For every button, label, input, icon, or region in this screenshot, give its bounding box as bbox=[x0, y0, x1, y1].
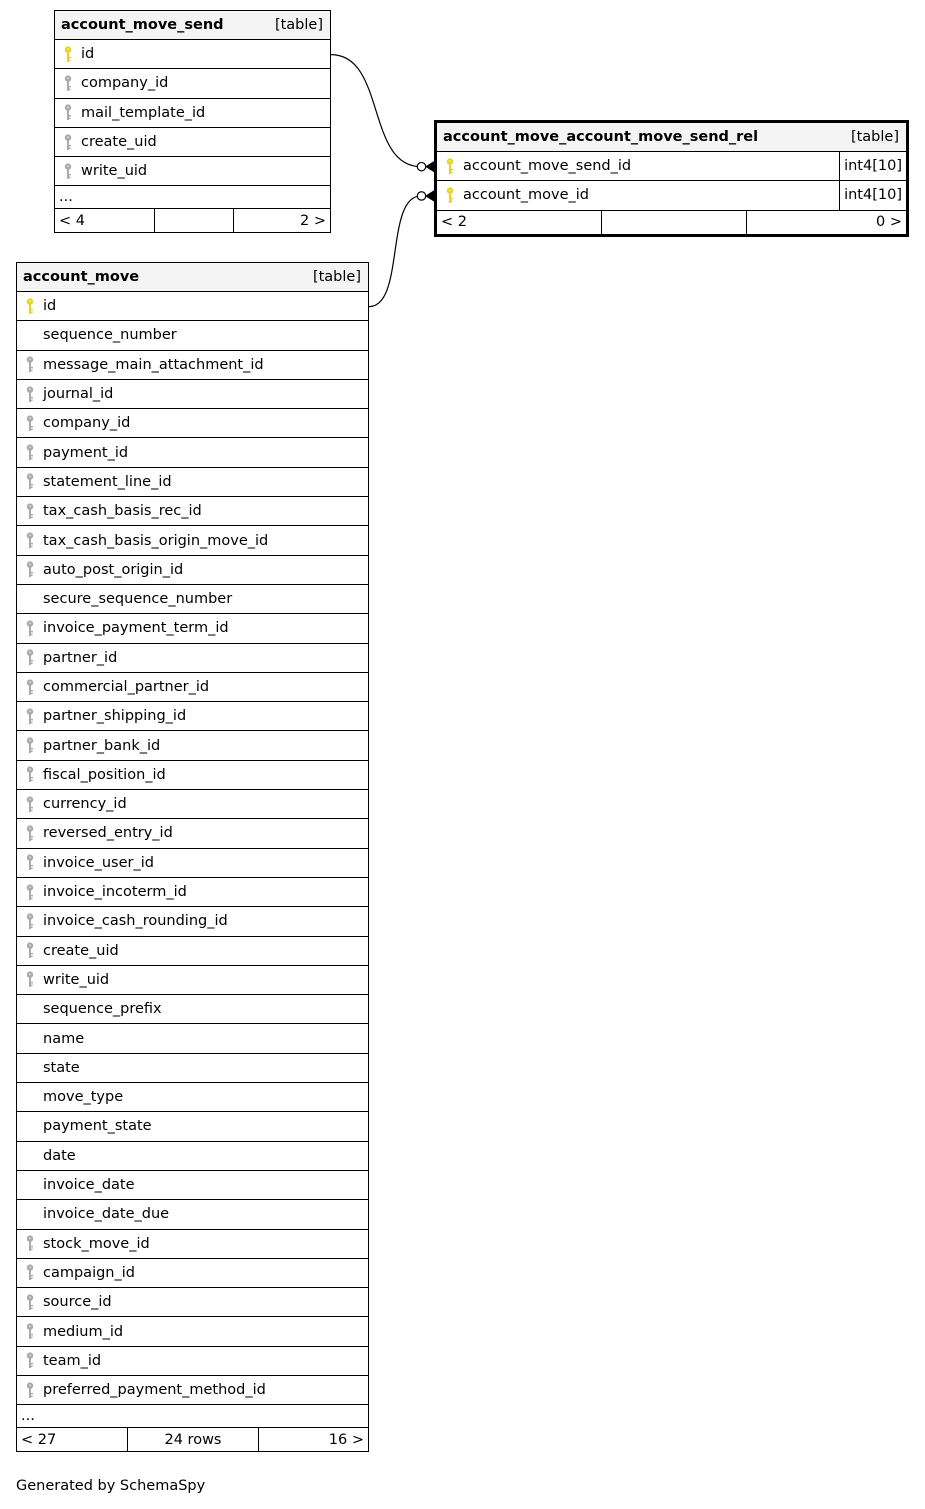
column-name: journal_id bbox=[43, 386, 114, 403]
foreign-key-icon bbox=[17, 1317, 43, 1345]
column-row[interactable] bbox=[17, 702, 368, 731]
column-name: payment_state bbox=[43, 1118, 152, 1135]
column-row[interactable] bbox=[17, 585, 368, 614]
foreign-key-icon bbox=[17, 409, 43, 437]
column-name: auto_post_origin_id bbox=[43, 561, 184, 578]
column-name: campaign_id bbox=[43, 1264, 135, 1281]
column-row[interactable] bbox=[55, 128, 330, 157]
column-name: stock_move_id bbox=[43, 1235, 150, 1252]
column-name: invoice_user_id bbox=[43, 854, 154, 871]
row-count bbox=[601, 211, 747, 234]
column-name: invoice_incoterm_id bbox=[43, 884, 187, 901]
foreign-key-icon bbox=[17, 907, 43, 935]
more-columns-ellipsis: ... bbox=[55, 186, 330, 209]
more-columns-ellipsis: ... bbox=[17, 1405, 368, 1428]
column-row[interactable] bbox=[17, 1230, 368, 1259]
foreign-key-icon bbox=[17, 1230, 43, 1258]
column-row[interactable] bbox=[55, 40, 330, 69]
foreign-key-icon bbox=[55, 128, 81, 156]
column-row[interactable] bbox=[17, 966, 368, 995]
foreign-key-icon bbox=[17, 497, 43, 525]
column-name: invoice_date bbox=[43, 1177, 135, 1194]
column-row[interactable] bbox=[17, 351, 368, 380]
table-kind: [table] bbox=[312, 269, 361, 285]
column-row[interactable] bbox=[17, 1171, 368, 1200]
table-kind: [table] bbox=[274, 17, 323, 33]
column-name: date bbox=[43, 1147, 76, 1164]
foreign-key-icon bbox=[17, 1376, 43, 1404]
foreign-key-icon bbox=[17, 614, 43, 642]
column-name: name bbox=[43, 1030, 85, 1047]
foreign-key-icon bbox=[17, 937, 43, 965]
foreign-key-icon bbox=[17, 468, 43, 496]
column-name: state bbox=[43, 1059, 80, 1076]
table-header bbox=[55, 11, 330, 40]
table-footer bbox=[17, 1428, 368, 1451]
column-icon-spacer bbox=[17, 1024, 43, 1052]
column-name: currency_id bbox=[43, 796, 127, 813]
parents-count[interactable]: < 27 bbox=[21, 1431, 57, 1448]
foreign-key-icon bbox=[55, 99, 81, 127]
table-header bbox=[437, 123, 906, 152]
crowfoot-many-marker bbox=[426, 191, 434, 201]
row-count: 24 rows bbox=[127, 1428, 259, 1451]
column-name: sequence_number bbox=[43, 327, 177, 344]
column-row[interactable] bbox=[17, 409, 368, 438]
generated-by-credit: Generated by SchemaSpy bbox=[16, 1478, 206, 1494]
column-name: partner_shipping_id bbox=[43, 708, 187, 725]
column-name: tax_cash_basis_rec_id bbox=[43, 503, 202, 520]
table-account-move[interactable] bbox=[16, 262, 369, 1452]
column-name: create_uid bbox=[43, 942, 119, 959]
column-row[interactable] bbox=[17, 907, 368, 936]
column-row[interactable] bbox=[17, 644, 368, 673]
column-name: commercial_partner_id bbox=[43, 679, 210, 695]
column-icon-spacer bbox=[17, 1200, 43, 1228]
column-row[interactable] bbox=[17, 673, 368, 702]
primary-key-icon bbox=[437, 181, 463, 209]
column-name: company_id bbox=[43, 415, 131, 432]
column-row[interactable] bbox=[17, 526, 368, 555]
column-row[interactable] bbox=[17, 497, 368, 526]
column-name: id bbox=[81, 46, 95, 63]
foreign-key-icon bbox=[17, 1347, 43, 1375]
foreign-key-icon bbox=[17, 761, 43, 789]
parents-count[interactable]: < 2 bbox=[441, 214, 467, 231]
table-header bbox=[17, 263, 368, 292]
column-row[interactable] bbox=[17, 1083, 368, 1112]
column-icon-spacer bbox=[17, 1142, 43, 1170]
column-name: write_uid bbox=[43, 971, 110, 988]
row-count bbox=[154, 209, 234, 232]
foreign-key-icon bbox=[17, 526, 43, 554]
table-footer bbox=[55, 209, 330, 232]
column-name: preferred_payment_method_id bbox=[43, 1382, 266, 1399]
column-row[interactable] bbox=[17, 468, 368, 497]
column-row[interactable] bbox=[17, 1376, 368, 1405]
column-name: medium_id bbox=[43, 1323, 124, 1340]
column-row[interactable] bbox=[17, 819, 368, 848]
column-row[interactable] bbox=[17, 761, 368, 790]
column-name: invoice_payment_term_id bbox=[43, 620, 229, 637]
column-icon-spacer bbox=[17, 1171, 43, 1199]
column-name: statement_line_id bbox=[43, 473, 172, 490]
column-name: move_type bbox=[43, 1089, 124, 1106]
column-row[interactable] bbox=[17, 790, 368, 819]
column-row[interactable] bbox=[17, 321, 368, 350]
foreign-key-icon bbox=[17, 438, 43, 466]
table-name: account_move_send bbox=[61, 17, 224, 33]
column-row[interactable] bbox=[17, 380, 368, 409]
table-name: account_move_account_move_send_rel bbox=[443, 129, 759, 145]
column-row[interactable] bbox=[17, 1054, 368, 1083]
column-name: company_id bbox=[81, 75, 169, 92]
column-row[interactable] bbox=[17, 1317, 368, 1346]
column-row[interactable] bbox=[17, 1142, 368, 1171]
column-row[interactable] bbox=[17, 556, 368, 585]
table-account-move-account-move-send-rel[interactable] bbox=[434, 120, 909, 237]
column-row[interactable] bbox=[17, 1200, 368, 1229]
foreign-key-icon bbox=[17, 819, 43, 847]
column-row[interactable] bbox=[55, 157, 330, 186]
foreign-key-icon bbox=[55, 69, 81, 97]
foreign-key-icon bbox=[17, 673, 43, 701]
column-name: source_id bbox=[43, 1294, 112, 1311]
column-name: invoice_cash_rounding_id bbox=[43, 913, 228, 930]
column-row[interactable] bbox=[17, 1288, 368, 1317]
primary-key-icon bbox=[55, 40, 81, 68]
column-row[interactable] bbox=[17, 878, 368, 907]
relationship-line bbox=[331, 55, 421, 167]
column-icon-spacer bbox=[17, 1054, 43, 1082]
foreign-key-icon bbox=[17, 644, 43, 672]
column-row[interactable] bbox=[17, 1024, 368, 1053]
table-name: account_move bbox=[23, 269, 140, 285]
column-type: int4[10] bbox=[839, 181, 906, 209]
column-name: id bbox=[43, 298, 57, 315]
column-name: create_uid bbox=[81, 134, 157, 151]
column-name: mail_template_id bbox=[81, 104, 206, 121]
parents-count[interactable]: < 4 bbox=[59, 212, 85, 229]
table-kind: [table] bbox=[850, 129, 899, 145]
column-name: secure_sequence_number bbox=[43, 591, 233, 608]
column-row[interactable] bbox=[55, 69, 330, 98]
column-name: sequence_prefix bbox=[43, 1001, 162, 1018]
column-name: fiscal_position_id bbox=[43, 766, 166, 783]
foreign-key-icon bbox=[17, 849, 43, 877]
column-name: tax_cash_basis_origin_move_id bbox=[43, 532, 269, 549]
optional-circle-marker bbox=[417, 162, 425, 170]
children-count[interactable]: 0 > bbox=[876, 214, 902, 231]
column-row[interactable] bbox=[437, 152, 906, 181]
column-name: write_uid bbox=[81, 163, 148, 180]
foreign-key-icon bbox=[17, 556, 43, 584]
foreign-key-icon bbox=[17, 351, 43, 379]
table-footer bbox=[437, 211, 906, 234]
foreign-key-icon bbox=[17, 790, 43, 818]
foreign-key-icon bbox=[17, 1288, 43, 1316]
column-name: partner_id bbox=[43, 649, 118, 666]
crowfoot-many-marker bbox=[426, 162, 434, 172]
column-icon-spacer bbox=[17, 321, 43, 349]
column-name: invoice_date_due bbox=[43, 1206, 170, 1223]
table-account-move-send[interactable] bbox=[54, 10, 331, 233]
column-name: partner_bank_id bbox=[43, 737, 161, 754]
column-row[interactable] bbox=[17, 937, 368, 966]
column-name: team_id bbox=[43, 1352, 102, 1369]
column-name: payment_id bbox=[43, 444, 129, 461]
relationship-line bbox=[369, 196, 421, 307]
column-icon-spacer bbox=[17, 1112, 43, 1140]
foreign-key-icon bbox=[17, 702, 43, 730]
column-row[interactable] bbox=[17, 849, 368, 878]
column-name: account_move_id bbox=[463, 187, 589, 204]
children-count[interactable]: 16 > bbox=[328, 1431, 364, 1448]
column-name: reversed_entry_id bbox=[43, 825, 173, 842]
column-icon-spacer bbox=[17, 995, 43, 1023]
column-icon-spacer bbox=[17, 585, 43, 613]
column-row[interactable] bbox=[17, 1347, 368, 1376]
column-row[interactable] bbox=[437, 181, 906, 210]
foreign-key-icon bbox=[17, 878, 43, 906]
children-count[interactable]: 2 > bbox=[300, 212, 326, 229]
column-name: message_main_attachment_id bbox=[43, 356, 264, 373]
column-row[interactable] bbox=[17, 438, 368, 467]
column-row[interactable] bbox=[55, 99, 330, 128]
column-icon-spacer bbox=[17, 1083, 43, 1111]
foreign-key-icon bbox=[55, 157, 81, 185]
foreign-key-icon bbox=[17, 380, 43, 408]
column-row[interactable] bbox=[17, 731, 368, 760]
primary-key-icon bbox=[17, 292, 43, 320]
column-row[interactable] bbox=[17, 1112, 368, 1141]
column-row[interactable] bbox=[17, 1259, 368, 1288]
foreign-key-icon bbox=[17, 966, 43, 994]
primary-key-icon bbox=[437, 152, 463, 180]
column-name: account_move_send_id bbox=[463, 158, 632, 175]
foreign-key-icon bbox=[17, 1259, 43, 1287]
foreign-key-icon bbox=[17, 731, 43, 759]
column-row[interactable] bbox=[17, 292, 368, 321]
column-row[interactable] bbox=[17, 614, 368, 643]
column-row[interactable] bbox=[17, 995, 368, 1024]
column-type: int4[10] bbox=[839, 152, 906, 180]
optional-circle-marker bbox=[417, 192, 425, 200]
